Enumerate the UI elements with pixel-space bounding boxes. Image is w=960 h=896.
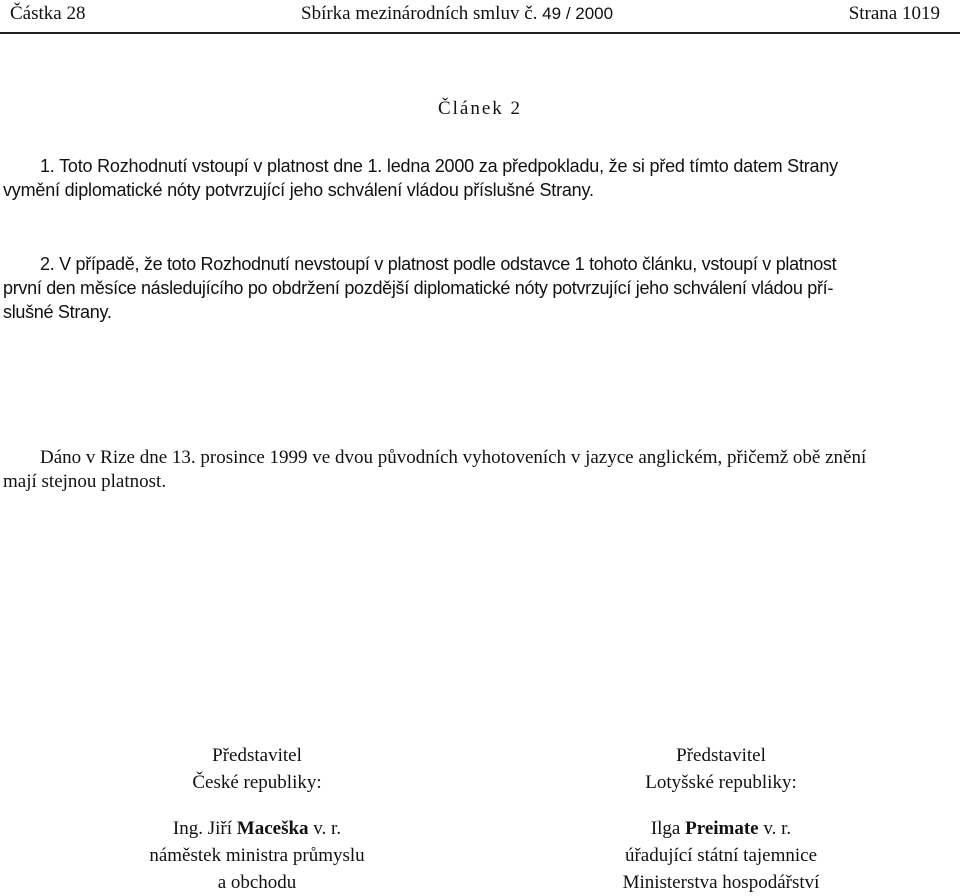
- signature-role: Představitel: [676, 745, 766, 766]
- signature-country: Lotyšské republiky:: [645, 772, 797, 793]
- header-collection-prefix: Sbírka mezinárodních smluv č.: [301, 3, 538, 24]
- article-title: Článek 2: [437, 98, 523, 119]
- header-part: Částka 28: [10, 3, 86, 24]
- page-header: [0, 0, 960, 34]
- paragraph-2-line: 2. V případě, že toto Rozhodnutí nevstoupí v platnost podle odstavce 1 tohoto článku, vstoupí v platnost: [40, 254, 837, 274]
- paragraph-1-line: 1. Toto Rozhodnutí vstoupí v platnost dne 1. ledna 2000 za předpokladu, že si před tímto datem Strany: [40, 156, 838, 176]
- header-collection-number: 49: [542, 4, 562, 23]
- header-page-number: Strana 1019: [848, 3, 940, 24]
- paragraph-2-line: slušné Strany.: [3, 302, 112, 322]
- signatory-surname: Preimate: [685, 818, 759, 839]
- signatory-title: úřadující státní tajemnice: [624, 845, 818, 866]
- signatory-name: Ing. Jiří Maceška v. r.: [172, 818, 342, 839]
- header-collection-suffix: / 2000: [565, 4, 614, 23]
- signature-country: České republiky:: [192, 772, 322, 793]
- signatory-title: a obchodu: [217, 872, 297, 893]
- signatory-name: Ilga Preimate v. r.: [650, 818, 792, 839]
- signature-role: Představitel: [212, 745, 302, 766]
- paragraph-2: [3, 252, 958, 324]
- paragraph-1-line: vymění diplomatické nóty potvrzující jeho schválení vládou příslušné Strany.: [3, 180, 594, 200]
- signature-czech: [87, 742, 427, 896]
- paragraph-2-line: první den měsíce následujícího po obdržení pozdější diplomatické nóty potvrzující jeho schválení vládou pří-: [3, 278, 834, 298]
- signature-latvia: [551, 742, 891, 896]
- signatory-surname: Maceška: [236, 818, 309, 839]
- header-collection: [301, 0, 613, 28]
- paragraph-1: [3, 154, 958, 202]
- signatory-title: Ministerstva hospodářství: [622, 872, 820, 893]
- closing-paragraph: [3, 446, 958, 494]
- closing-line: Dáno v Rize dne 13. prosince 1999 ve dvou původních vyhotoveních v jazyce anglickém, přičemž obě znění: [40, 447, 867, 468]
- signatory-title: náměstek ministra průmyslu: [149, 845, 365, 866]
- closing-line: mají stejnou platnost.: [3, 471, 167, 492]
